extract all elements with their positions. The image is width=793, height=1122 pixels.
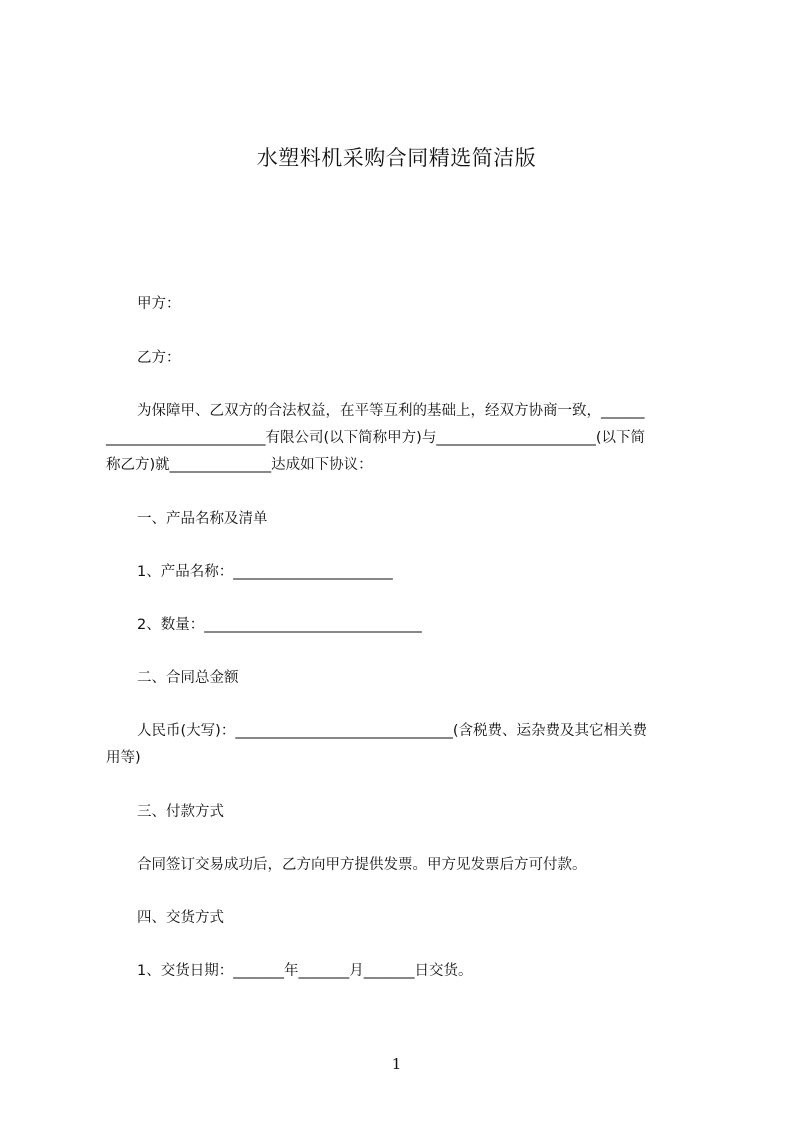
- section-2-heading: 二、合同总金额: [137, 670, 239, 686]
- document-title: 水塑料机采购合同精选简洁版: [256, 146, 537, 170]
- page-number: 1: [391, 1055, 402, 1073]
- product-name-line: 1、产品名称：______________________: [137, 564, 393, 580]
- intro-line-3: 称乙方)就______________达成如下协议：: [106, 457, 373, 473]
- section-4-heading: 四、交货方式: [137, 910, 224, 926]
- party-a-label: 甲方：: [137, 296, 181, 312]
- amount-line-1: 人民币(大写)：______________________________(含税费、运杂费及其它相关费: [137, 723, 647, 739]
- quantity-line: 2、数量：______________________________: [137, 617, 422, 633]
- delivery-date-line: 1、交货日期：_______年_______月_______日交货。: [137, 963, 473, 979]
- payment-text: 合同签订交易成功后，乙方向甲方提供发票。甲方见发票后方可付款。: [137, 857, 587, 873]
- intro-line-2: ______________________有限公司(以下简称甲方)与______________________(以下简: [106, 430, 645, 446]
- section-1-heading: 一、产品名称及清单: [137, 511, 268, 527]
- party-b-label: 乙方：: [137, 350, 181, 366]
- section-3-heading: 三、付款方式: [137, 804, 224, 820]
- amount-line-2: 用等): [106, 750, 141, 766]
- intro-line-1: 为保障甲、乙双方的合法权益，在平等互利的基础上，经双方协商一致，______: [137, 403, 645, 419]
